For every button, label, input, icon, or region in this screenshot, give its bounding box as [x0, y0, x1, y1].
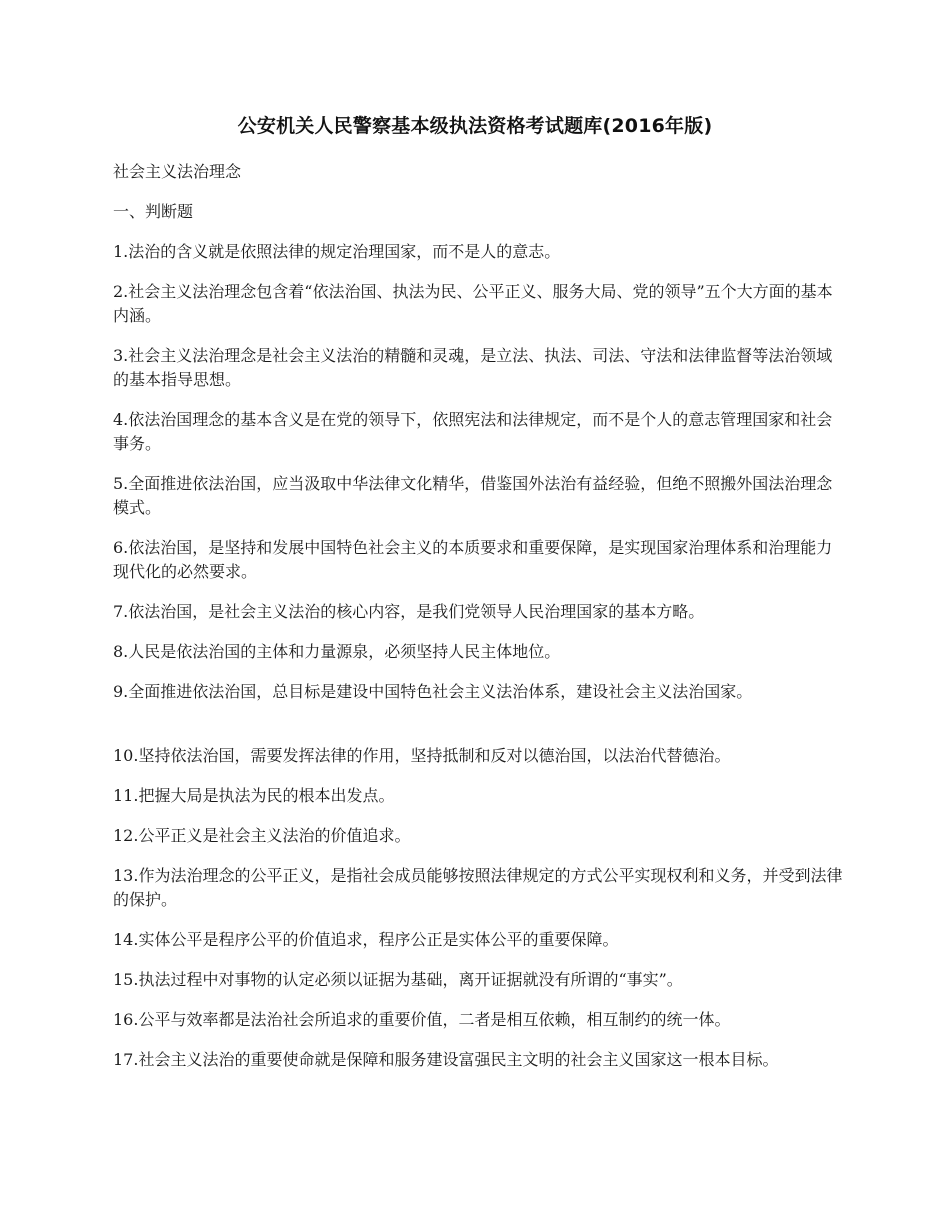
- question-item: 12.公平正义是社会主义法治的价值追求。: [113, 826, 411, 845]
- question-item: 5.全面推进依法治国，应当汲取中华法律文化精华，借鉴国外法治有益经验，但绝不照搬外国法治理念模式。: [113, 474, 833, 517]
- question-item: 16.公平与效率都是法治社会所追求的重要价值，二者是相互依赖，相互制约的统一体。: [113, 1010, 731, 1029]
- question-item: 4.依法治国理念的基本含义是在党的领导下，依照宪法和法律规定，而不是个人的意志管理国家和社会事务。: [113, 410, 833, 453]
- question-item: 7.依法治国，是社会主义法治的核心内容，是我们党领导人民治理国家的基本方略。: [113, 602, 705, 621]
- section-heading: 社会主义法治理念: [113, 162, 242, 181]
- question-item: 17.社会主义法治的重要使命就是保障和服务建设富强民主文明的社会主义国家这一根本目标。: [113, 1050, 779, 1069]
- question-item: 6.依法治国，是坚持和发展中国特色社会主义的本质要求和重要保障，是实现国家治理体系和治理能力现代化的必然要求。: [113, 538, 833, 581]
- question-item: 14.实体公平是程序公平的价值追求，程序公正是实体公平的重要保障。: [113, 930, 619, 949]
- question-item: 2.社会主义法治理念包含着“依法治国、执法为民、公平正义、服务大局、党的领导”五个大方面的基本内涵。: [113, 282, 833, 325]
- question-item: 3.社会主义法治理念是社会主义法治的精髓和灵魂，是立法、执法、司法、守法和法律监督等法治领域的基本指导思想。: [113, 346, 833, 389]
- question-item: 15.执法过程中对事物的认定必须以证据为基础，离开证据就没有所谓的“事实”。: [113, 970, 683, 989]
- document-title: 公安机关人民警察基本级执法资格考试题库(2016年版): [237, 115, 713, 137]
- question-item: 11.把握大局是执法为民的根本出发点。: [113, 786, 395, 805]
- question-item: 8.人民是依法治国的主体和力量源泉，必须坚持人民主体地位。: [113, 642, 561, 661]
- question-item: 9.全面推进依法治国，总目标是建设中国特色社会主义法治体系，建设社会主义法治国家。: [113, 682, 753, 701]
- question-item: 10.坚持依法治国，需要发挥法律的作用，坚持抵制和反对以德治国，以法治代替德治。: [113, 746, 731, 765]
- question-item: 1.法治的含义就是依照法律的规定治理国家，而不是人的意志。: [113, 242, 561, 261]
- question-item: 13.作为法治理念的公平正义，是指社会成员能够按照法律规定的方式公平实现权利和义务，并受到法律的保护。: [113, 866, 843, 909]
- subsection-heading: 一、判断题: [113, 202, 194, 221]
